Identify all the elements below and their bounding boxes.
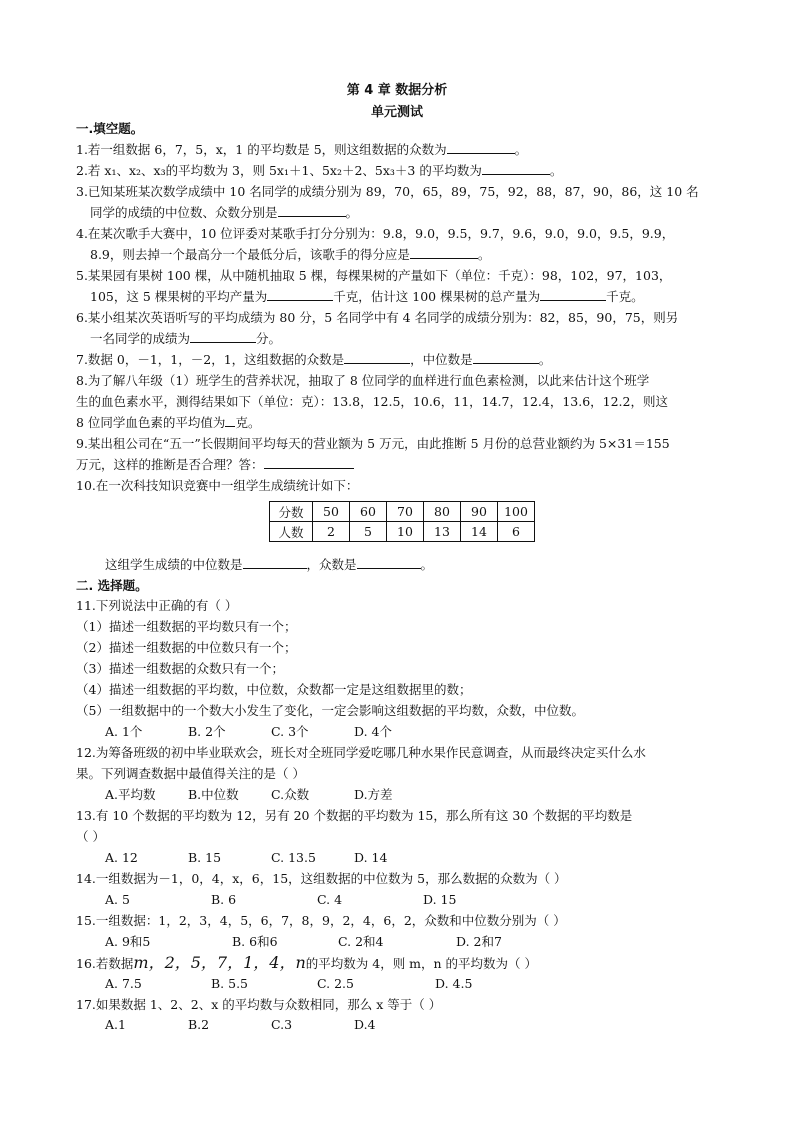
question-13-line-1: 13.有 10 个数据的平均数为 12，另有 20 个数据的平均数为 15，那么所有这 30 个数据的平均数是 bbox=[76, 808, 633, 823]
question-11-statement-3: （3）描述一组数据的众数只有一个； bbox=[76, 661, 284, 676]
table-cell: 50 bbox=[313, 502, 350, 522]
option-c[interactable]: C.众数 bbox=[271, 787, 310, 802]
table-cell: 60 bbox=[350, 502, 387, 522]
question-11-statement-5: （5）一组数据中的一个数大小发生了变化，一定会影响这组数据的平均数，众数，中位数。 bbox=[76, 703, 584, 718]
answer-blank[interactable] bbox=[267, 289, 333, 301]
option-a[interactable]: A. 5 bbox=[105, 892, 130, 907]
question-7: 7.数据 0，－1，1，－2，1，这组数据的众数是 ，中位数是 。 bbox=[76, 352, 552, 367]
section-multiple-choice-heading: 二. 选择题。 bbox=[76, 578, 148, 593]
option-b[interactable]: B.2 bbox=[188, 1017, 210, 1032]
question-15-options bbox=[105, 934, 755, 950]
section-fill-in-heading: 一.填空题。 bbox=[76, 121, 144, 136]
chapter-title: 第 4 章 数据分析 bbox=[346, 83, 448, 98]
answer-blank[interactable] bbox=[357, 557, 421, 569]
option-a[interactable]: A. 7.5 bbox=[105, 976, 142, 991]
question-13-line-2: （ ） bbox=[76, 829, 105, 844]
question-13-options bbox=[105, 850, 755, 866]
question-4-line-1: 4.在某次歌手大赛中，10 位评委对某歌手打分分别为：9.8，9.0，9.5，9.7，9.6，9.0，9.0，9.5，9.9， bbox=[76, 226, 675, 241]
table-cell: 14 bbox=[461, 522, 498, 542]
unit-test-subtitle: 单元测试 bbox=[370, 105, 423, 120]
table-row bbox=[270, 522, 535, 542]
table-cell: 5 bbox=[350, 522, 387, 542]
question-10: 10.在一次科技知识竞赛中一组学生成绩统计如下： bbox=[76, 478, 359, 493]
option-a[interactable]: A. 1个 bbox=[105, 724, 143, 739]
question-12-options bbox=[105, 787, 755, 803]
option-b[interactable]: B. 15 bbox=[188, 850, 222, 865]
question-12-line-2: 果。下列调查数据中最值得关注的是（ ） bbox=[76, 766, 305, 781]
question-3-line-1: 3.已知某班某次数学成绩中 10 名同学的成绩分别为 89，70，65，89，75，92，88，87，90，86，这 10 名 bbox=[76, 184, 699, 199]
data-list: m，2，5，7，1，4，n bbox=[133, 953, 306, 972]
question-16: 16.若数据m，2，5，7，1，4，n的平均数为 4，则 m，n 的平均数为（ ） bbox=[76, 953, 538, 972]
option-d[interactable]: D.4 bbox=[354, 1017, 376, 1032]
question-15: 15.一组数据：1，2，3，4，5，6，7，8，9，2，4，6，2，众数和中位数分别为（ ） bbox=[76, 913, 566, 928]
question-11-statement-1: （1）描述一组数据的平均数只有一个； bbox=[76, 619, 297, 634]
question-1: 1.若一组数据 6，7，5，x，1 的平均数是 5，则这组数据的众数为 。 bbox=[76, 142, 528, 157]
option-a[interactable]: A. 12 bbox=[105, 850, 138, 865]
table-row-header: 人数 bbox=[270, 522, 313, 542]
question-6-line-1: 6.某小组某次英语听写的平均成绩为 80 分，5 名同学中有 4 名同学的成绩分别为：82，85，90，75，则另 bbox=[76, 310, 679, 325]
option-c[interactable]: C. 3个 bbox=[271, 724, 309, 739]
question-9-line-1: 9.某出租公司在“五一”长假期间平均每天的营业额为 5 万元，由此推断 5 月份的总营业额约为 5×31＝155 bbox=[76, 436, 670, 451]
option-b[interactable]: B. 2个 bbox=[188, 724, 226, 739]
score-table bbox=[269, 501, 535, 542]
answer-blank[interactable] bbox=[264, 457, 354, 469]
question-17-options bbox=[105, 1017, 755, 1033]
question-3-line-2: 同学的成绩的中位数、众数分别是 。 bbox=[90, 205, 359, 220]
question-12-line-1: 12.为筹备班级的初中毕业联欢会，班长对全班同学爱吃哪几种水果作民意调查，从而最终决定买什么水 bbox=[76, 745, 646, 760]
option-b[interactable]: B. 6和6 bbox=[232, 934, 278, 949]
table-cell: 10 bbox=[387, 522, 424, 542]
question-2: 2.若 x₁、x₂、x₃的平均数为 3，则 5x₁＋1、5x₂＋2、5x₃＋3 的平均数为 。 bbox=[76, 163, 563, 178]
answer-blank[interactable] bbox=[410, 247, 478, 259]
option-d[interactable]: D.方差 bbox=[354, 787, 393, 802]
answer-blank[interactable] bbox=[447, 142, 515, 154]
question-14-options bbox=[105, 892, 755, 908]
question-5-line-1: 5.某果园有果树 100 棵，从中随机抽取 5 棵，每棵果树的产量如下（单位：千克）：98，102，97，103， bbox=[76, 268, 672, 283]
answer-blank[interactable] bbox=[190, 331, 256, 343]
question-8-line-3: 8 位同学血色素的平均值为 克。 bbox=[76, 415, 261, 430]
question-14: 14.一组数据为－1，0，4，x，6，15，这组数据的中位数为 5，那么数据的众数为（ ） bbox=[76, 871, 567, 886]
question-11-options bbox=[105, 724, 755, 740]
table-cell: 90 bbox=[461, 502, 498, 522]
question-11: 11.下列说法中正确的有（ ） bbox=[76, 598, 238, 613]
option-b[interactable]: B.中位数 bbox=[188, 787, 239, 802]
option-d[interactable]: D. 2和7 bbox=[456, 934, 502, 949]
answer-blank[interactable] bbox=[225, 415, 235, 427]
option-c[interactable]: C. 13.5 bbox=[271, 850, 316, 865]
table-cell: 70 bbox=[387, 502, 424, 522]
option-d[interactable]: D. 4.5 bbox=[435, 976, 473, 991]
table-cell: 80 bbox=[424, 502, 461, 522]
table-row-header: 分数 bbox=[270, 502, 313, 522]
option-c[interactable]: C. 2和4 bbox=[338, 934, 384, 949]
option-c[interactable]: C.3 bbox=[271, 1017, 293, 1032]
option-a[interactable]: A. 9和5 bbox=[105, 934, 151, 949]
question-8-line-1: 8.为了解八年级（1）班学生的营养状况，抽取了 8 位同学的血样进行血色素检测，以此来估计这个班学 bbox=[76, 373, 650, 388]
option-b[interactable]: B. 5.5 bbox=[211, 976, 249, 991]
option-a[interactable]: A.1 bbox=[105, 1017, 126, 1032]
question-8-line-2: 生的血色素水平，测得结果如下（单位：克）：13.8，12.5，10.6，11，14.7，12.4，13.6，12.2，则这 bbox=[76, 394, 668, 409]
table-cell: 6 bbox=[498, 522, 535, 542]
answer-blank[interactable] bbox=[243, 557, 307, 569]
answer-blank[interactable] bbox=[473, 352, 539, 364]
question-6-line-2: 一名同学的成绩为 分。 bbox=[90, 331, 282, 346]
option-c[interactable]: C. 2.5 bbox=[317, 976, 354, 991]
option-d[interactable]: D. 14 bbox=[354, 850, 388, 865]
question-10-answer: 这组学生成绩的中位数是 ，众数是 。 bbox=[105, 557, 434, 572]
question-17: 17.如果数据 1、2、2、x 的平均数与众数相同，那么 x 等于（ ） bbox=[76, 997, 442, 1012]
option-c[interactable]: C. 4 bbox=[317, 892, 343, 907]
question-16-options bbox=[105, 976, 755, 992]
option-a[interactable]: A.平均数 bbox=[105, 787, 156, 802]
question-9-line-2: 万元，这样的推断是否合理？答： bbox=[76, 457, 726, 473]
answer-blank[interactable] bbox=[482, 163, 550, 175]
question-4-line-2: 8.9，则去掉一个最高分一个最低分后，该歌手的得分应是 。 bbox=[90, 247, 491, 262]
table-cell: 2 bbox=[313, 522, 350, 542]
answer-blank[interactable] bbox=[540, 289, 606, 301]
question-5-line-2: 105，这 5 棵果树的平均产量为 千克，估计这 100 棵果树的总产量为 千克。 bbox=[90, 289, 644, 304]
question-11-statement-4: （4）描述一组数据的平均数，中位数，众数都一定是这组数据里的数； bbox=[76, 682, 472, 697]
table-row bbox=[270, 502, 535, 522]
table-cell: 100 bbox=[498, 502, 535, 522]
option-b[interactable]: B. 6 bbox=[211, 892, 237, 907]
option-d[interactable]: D. 4个 bbox=[354, 724, 392, 739]
answer-blank[interactable] bbox=[344, 352, 410, 364]
option-d[interactable]: D. 15 bbox=[423, 892, 457, 907]
answer-blank[interactable] bbox=[278, 205, 346, 217]
table-cell: 13 bbox=[424, 522, 461, 542]
question-11-statement-2: （2）描述一组数据的中位数只有一个； bbox=[76, 640, 297, 655]
